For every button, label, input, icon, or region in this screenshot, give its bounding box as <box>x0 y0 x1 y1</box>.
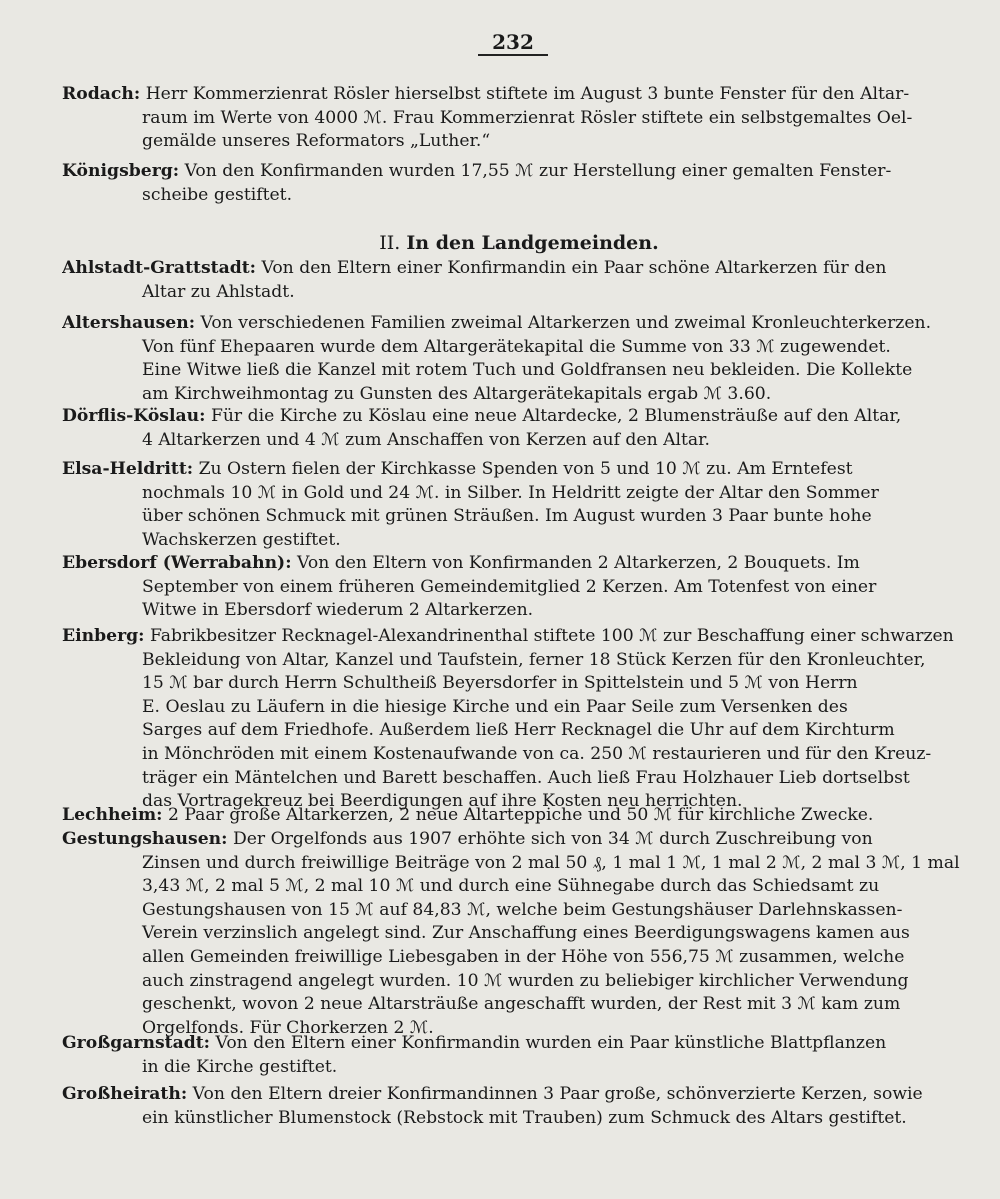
place-name: Elsa-Heldritt: <box>62 459 194 479</box>
entry-text: 2 Paar große Altarkerzen, 2 neue Altarteppiche und 50 ℳ für kirchliche Zwecke. <box>167 805 874 825</box>
entry-text: Von den Konfirmanden wurden 17,55 ℳ zur Herstellung einer gemalten Fenster- <box>184 161 892 181</box>
entry-text: Von verschiedenen Familien zweimal Altarkerzen und zweimal Kronleuchterkerzen. <box>200 313 932 333</box>
entry-doerflis-koeslau <box>62 405 976 452</box>
entry-text: 4 Altarkerzen und 4 ℳ zum Anschaffen von Kerzen auf den Altar. <box>142 429 710 450</box>
entry-text: Herr Kommerzienrat Rösler hierselbst stiftete im August 3 bunte Fenster für den Altar- <box>145 84 910 104</box>
entry-elsa-heldritt <box>62 458 976 552</box>
place-name: Großgarnstadt: <box>62 1033 211 1053</box>
place-name: Rodach: <box>62 84 141 104</box>
entry-text: Von den Eltern von Konfirmanden 2 Altarkerzen, 2 Bouquets. Im <box>297 553 860 573</box>
entry-text: Wachskerzen gestiftet. <box>142 529 341 550</box>
entry-text: Eine Witwe ließ die Kanzel mit rotem Tuch und Goldfransen neu bekleiden. Die Kollekte <box>142 360 913 381</box>
entry-text: über schönen Schmuck mit grünen Sträußen. Im August wurden 3 Paar bunte hohe <box>142 506 872 527</box>
entry-text: Altar zu Ahlstadt. <box>142 281 295 302</box>
entry-text: E. Oeslau zu Läufern in die hiesige Kirche und ein Paar Seile zum Versenken des <box>142 696 848 717</box>
entry-text: nochmals 10 ℳ in Gold und 24 ℳ. in Silber. In Heldritt zeigte der Altar den Sommer <box>142 482 879 503</box>
page-number: 232 <box>478 30 548 56</box>
entry-text: in Mönchröden mit einem Kostenaufwande von ca. 250 ℳ restaurieren und für den Kreuz- <box>142 743 932 764</box>
entry-text: auch zinstragend angelegt wurden. 10 ℳ wurden zu beliebiger kirchlicher Verwendung <box>142 970 909 991</box>
entry-gestungshausen <box>62 828 976 1040</box>
entry-text: Witwe in Ebersdorf wiederum 2 Altarkerzen. <box>142 600 534 621</box>
entry-text: Von den Eltern einer Konfirmandin ein Paar schöne Altarkerzen für den <box>261 258 887 278</box>
entry-text: Der Orgelfonds aus 1907 erhöhte sich von 34 ℳ durch Zuschreibung von <box>232 829 873 849</box>
entry-grossgarnstadt <box>62 1032 976 1079</box>
entry-text: raum im Werte von 4000 ℳ. Frau Kommerzienrat Rösler stiftete ein selbstgemaltes Oel- <box>142 107 913 128</box>
place-name: Einberg: <box>62 626 145 646</box>
entry-koenigsberg <box>62 160 976 207</box>
place-name: Dörflis-Köslau: <box>62 406 206 426</box>
entry-text: geschenkt, wovon 2 neue Altarsträuße angeschafft wurden, der Rest mit 3 ℳ kam zum <box>142 994 901 1015</box>
entry-einberg <box>62 625 976 814</box>
entry-text: Für die Kirche zu Köslau eine neue Altardecke, 2 Blumensträuße auf den Altar, <box>210 406 902 426</box>
section-numeral: II. <box>379 232 401 254</box>
entry-text: Orgelfonds. Für Chorkerzen 2 ℳ. <box>142 1017 434 1038</box>
entry-text: Gestungshausen von 15 ℳ auf 84,83 ℳ, welche beim Gestungshäuser Darlehnskassen- <box>142 899 903 920</box>
entry-altershausen <box>62 312 976 406</box>
entry-lechheim <box>62 804 976 828</box>
entry-text: am Kirchweihmontag zu Gunsten des Altargerätekapitals ergab ℳ 3.60. <box>142 383 772 404</box>
place-name: Lechheim: <box>62 805 163 825</box>
entry-text: Von den Eltern dreier Konfirmandinnen 3 Paar große, schönverzierte Kerzen, sowie <box>192 1084 923 1104</box>
entry-text: in die Kirche gestiftet. <box>142 1056 338 1077</box>
entry-ebersdorf <box>62 552 976 623</box>
entry-text: Verein verzinslich angelegt sind. Zur Anschaffung eines Beerdigungswagens kamen aus <box>142 923 910 944</box>
entry-grossheirath <box>62 1083 976 1130</box>
entry-text: Von den Eltern einer Konfirmandin wurden ein Paar künstliche Blattpflanzen <box>215 1033 887 1053</box>
place-name: Altershausen: <box>62 313 196 333</box>
entry-text: allen Gemeinden freiwillige Liebesgaben in der Höhe von 556,75 ℳ zusammen, welche <box>142 946 905 967</box>
place-name: Gestungshausen: <box>62 829 228 849</box>
entry-ahlstadt-grattstadt <box>62 257 976 304</box>
entry-text: Von fünf Ehepaaren wurde dem Altargerätekapital die Summe von 33 ℳ zugewendet. <box>142 336 891 357</box>
entry-text: träger ein Mäntelchen und Barett beschaffen. Auch ließ Frau Holzhauer Lieb dortselbst <box>142 767 910 788</box>
entry-text: Zinsen und durch freiwillige Beiträge von 2 mal 50 ₰, 1 mal 1 ℳ, 1 mal 2 ℳ, 2 mal 3 ℳ, 1 mal <box>142 852 960 873</box>
entry-rodach <box>62 83 976 154</box>
entry-text: das Vortragekreuz bei Beerdigungen auf ihre Kosten neu herrichten. <box>142 791 743 812</box>
entry-text: Fabrikbesitzer Recknagel-Alexandrinenthal stiftete 100 ℳ zur Beschaffung einer schwarzen <box>149 626 954 646</box>
entry-text: 15 ℳ bar durch Herrn Schultheiß Beyersdorfer in Spittelstein und 5 ℳ von Herrn <box>142 673 858 694</box>
entry-text: scheibe gestiftet. <box>142 184 293 205</box>
place-name: Königsberg: <box>62 161 180 181</box>
entry-text: ein künstlicher Blumenstock (Rebstock mit Trauben) zum Schmuck des Altars gestiftet. <box>142 1107 907 1128</box>
section-title: In den Landgemeinden. <box>406 232 659 254</box>
entry-text: September von einem früheren Gemeindemitglied 2 Kerzen. Am Totenfest von einer <box>142 576 877 597</box>
entry-text: 3,43 ℳ, 2 mal 5 ℳ, 2 mal 10 ℳ und durch eine Sühnegabe durch das Schiedsamt zu <box>142 876 880 897</box>
entry-text: Zu Ostern fielen der Kirchkasse Spenden von 5 und 10 ℳ zu. Am Erntefest <box>198 459 853 479</box>
entry-text: Sarges auf dem Friedhofe. Außerdem ließ Herr Recknagel die Uhr auf dem Kirchturm <box>142 720 895 741</box>
place-name: Ahlstadt-Grattstadt: <box>62 258 257 278</box>
entry-text: Bekleidung von Altar, Kanzel und Taufstein, ferner 18 Stück Kerzen für den Kronleuchter, <box>142 649 926 670</box>
place-name: Ebersdorf (Werrabahn): <box>62 553 292 573</box>
place-name: Großheirath: <box>62 1084 188 1104</box>
entry-text: gemälde unseres Reformators „Luther.“ <box>142 131 491 152</box>
section-heading <box>62 230 976 256</box>
